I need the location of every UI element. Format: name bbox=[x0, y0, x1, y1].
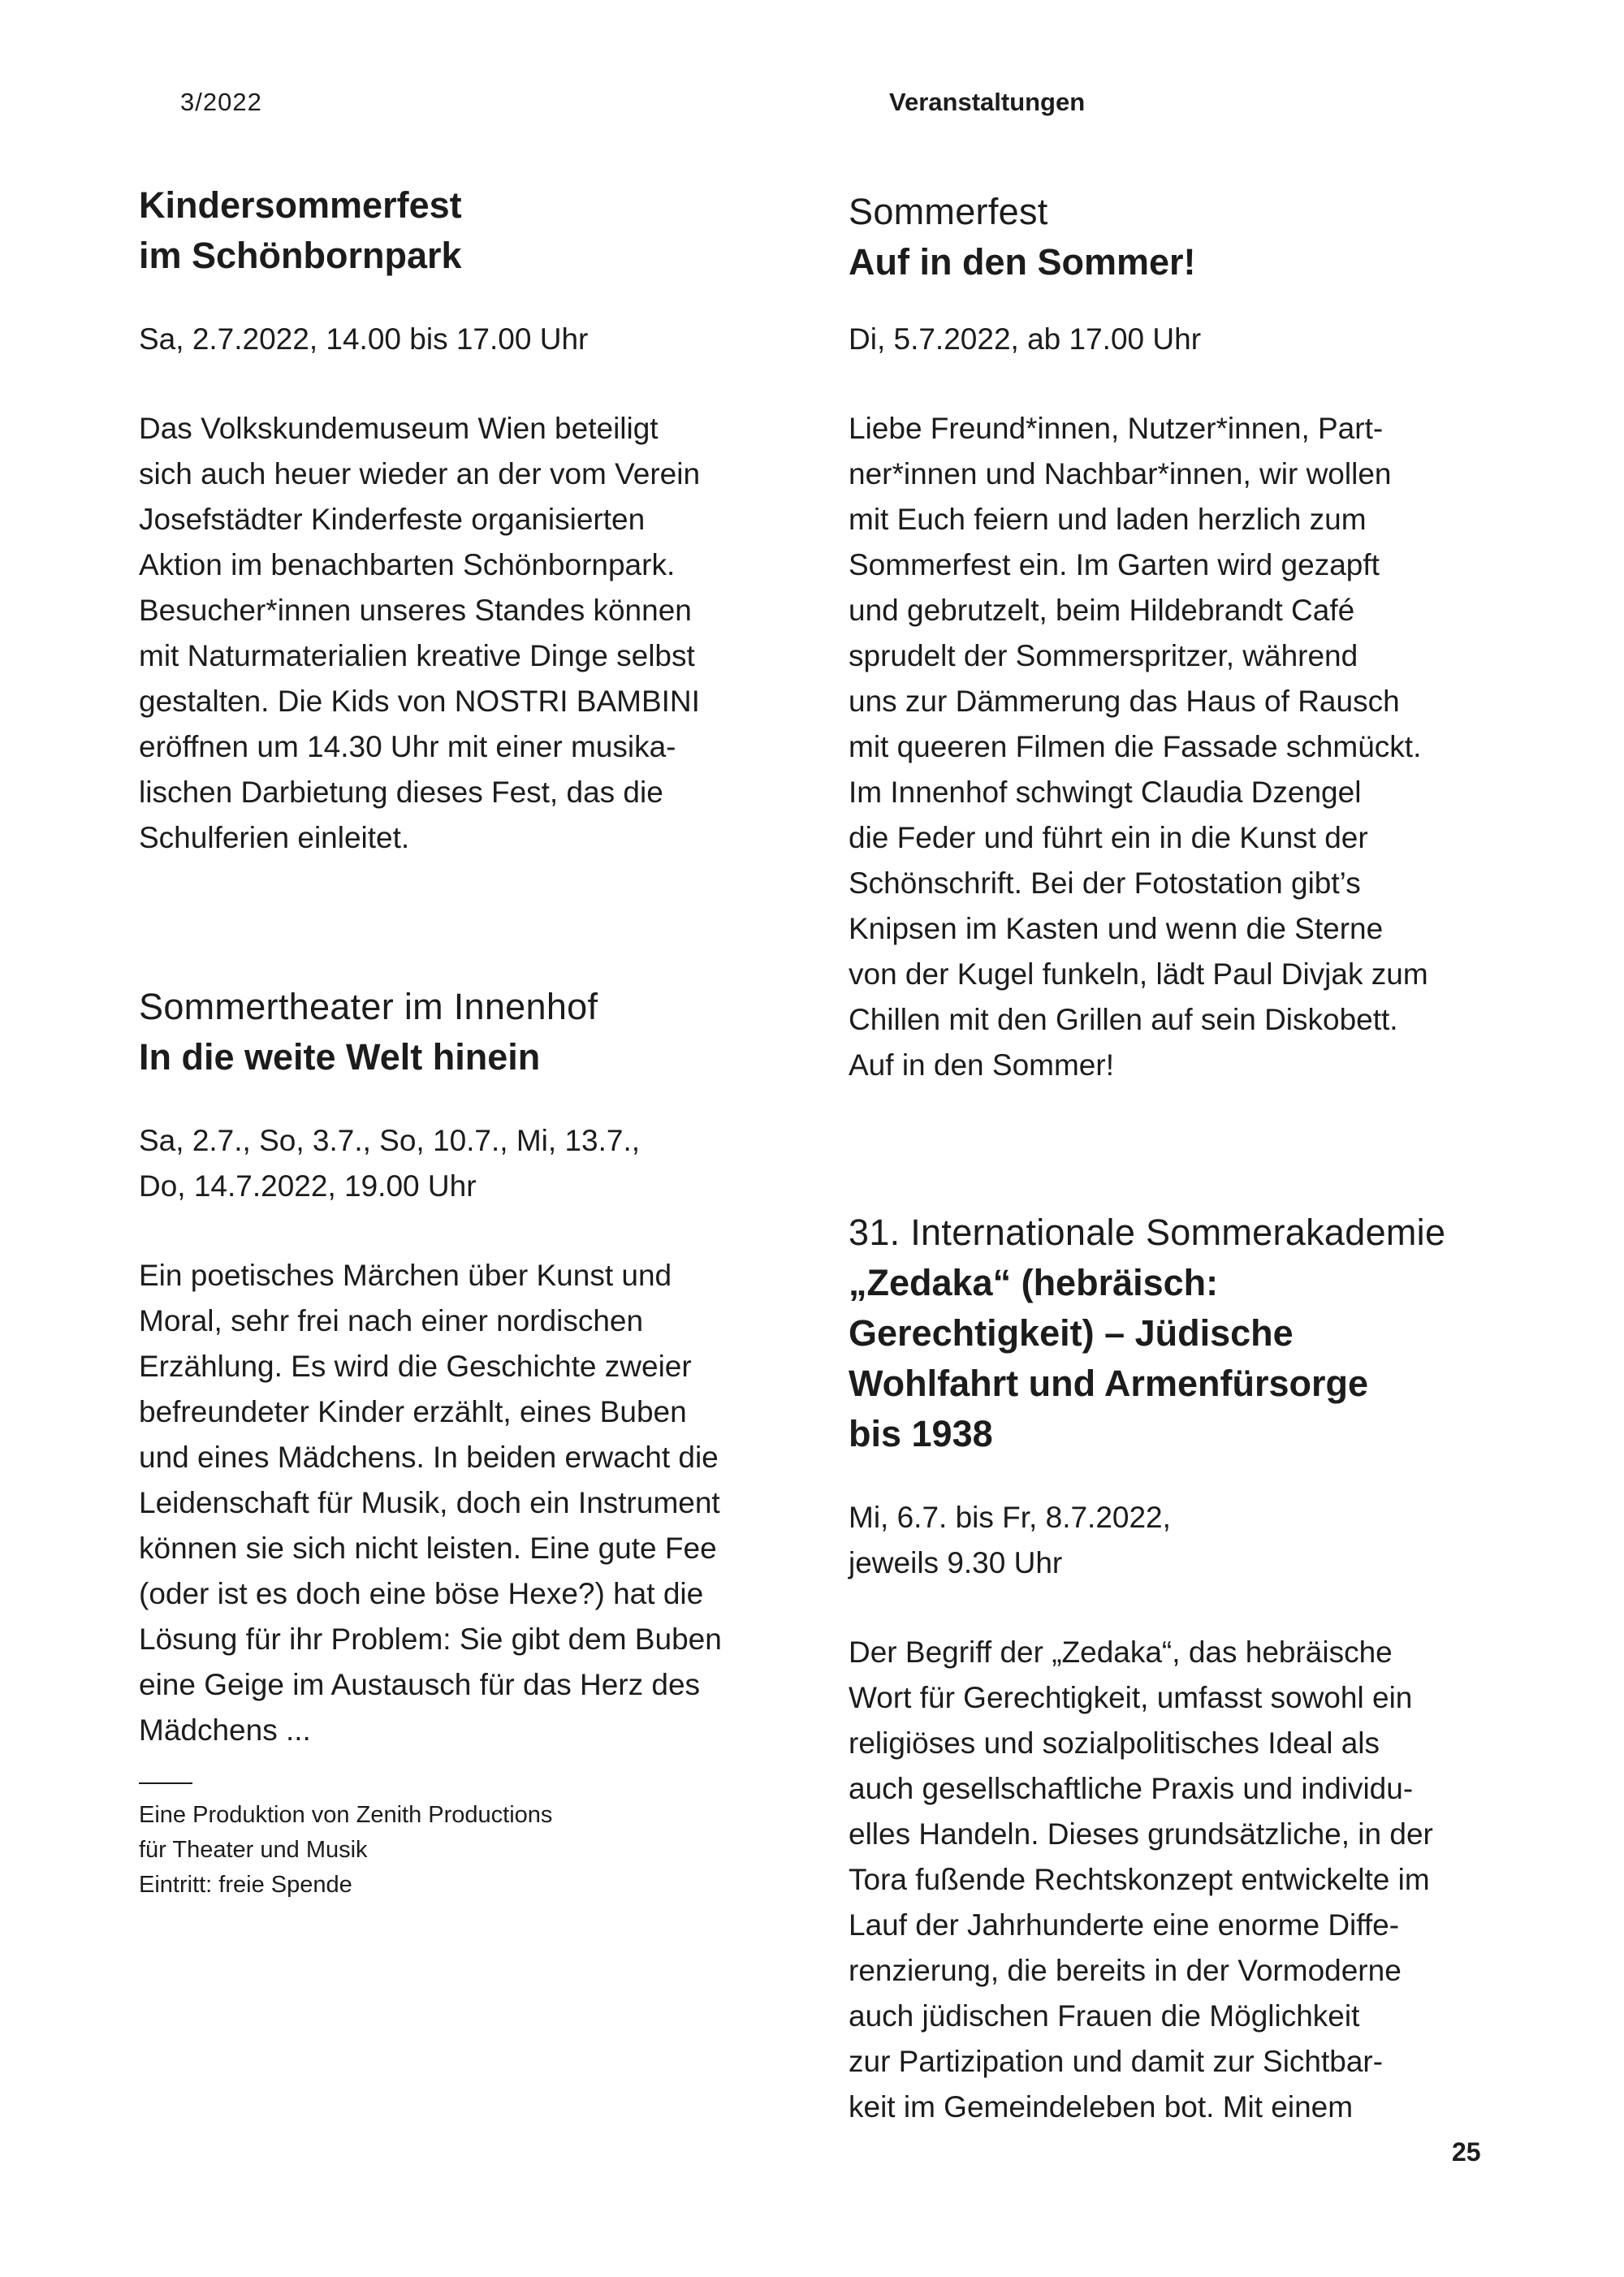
title-line: bis 1938 bbox=[849, 1413, 993, 1454]
body-line: und gebrutzelt, beim Hildebrandt Café bbox=[849, 594, 1355, 627]
footnote-divider bbox=[139, 1782, 192, 1784]
body-line: die Feder und führt ein in die Kunst der bbox=[849, 821, 1368, 854]
date-line: Di, 5.7.2022, ab 17.00 Uhr bbox=[849, 322, 1202, 356]
section-title: Veranstaltungen bbox=[889, 88, 1086, 116]
title-line: Auf in den Sommer! bbox=[849, 241, 1196, 283]
event-date bbox=[139, 1118, 837, 1209]
body-line: Lauf der Jahrhunderte eine enorme Diffe- bbox=[849, 1908, 1400, 1942]
body-line: Tora fußende Rechtskonzept entwickelte im bbox=[849, 1863, 1430, 1896]
kicker-line: 31. Internationale Sommerakademie bbox=[849, 1212, 1446, 1253]
body-line: gestalten. Die Kids von NOSTRI BAMBINI bbox=[139, 685, 700, 718]
body-line: lischen Darbietung dieses Fest, das die bbox=[139, 776, 663, 809]
event-date bbox=[139, 317, 837, 362]
body-line: Lösung für ihr Problem: Sie gibt dem Buben bbox=[139, 1622, 722, 1656]
body-line: Im Innenhof schwingt Claudia Dzengel bbox=[849, 776, 1362, 809]
body-line: Liebe Freund*innen, Nutzer*innen, Part- bbox=[849, 412, 1384, 445]
body-line: sich auch heuer wieder an der vom Verein bbox=[139, 457, 701, 490]
title-line: Gerechtigkeit) – Jüdische bbox=[849, 1312, 1294, 1354]
event-sommertheater bbox=[139, 982, 837, 1753]
event-kicker bbox=[139, 982, 837, 1032]
body-line: Das Volkskundemuseum Wien beteiligt bbox=[139, 412, 659, 445]
footnote-line: Eintritt: freie Spende bbox=[139, 1872, 352, 1898]
body-line: können sie sich nicht leisten. Eine gute Fee bbox=[139, 1532, 717, 1565]
event-description bbox=[849, 406, 1547, 1088]
title-line: „Zedaka“ (hebräisch: bbox=[849, 1262, 1219, 1303]
body-line: elles Handeln. Dieses grundsätzliche, in der bbox=[849, 1817, 1433, 1851]
body-line: Auf in den Sommer! bbox=[849, 1048, 1114, 1082]
event-description bbox=[139, 406, 837, 861]
event-date bbox=[849, 317, 1547, 362]
page-number: 25 bbox=[1452, 2137, 1481, 2167]
body-line: Besucher*innen unseres Standes können bbox=[139, 594, 692, 627]
body-line: Der Begriff der „Zedaka“, das hebräische bbox=[849, 1635, 1393, 1669]
body-line: eröffnen um 14.30 Uhr mit einer musika- bbox=[139, 730, 676, 763]
event-sommerakademie bbox=[849, 1208, 1547, 2130]
body-line: Leidenschaft für Musik, doch ein Instrument bbox=[139, 1486, 720, 1519]
body-line: von der Kugel funkeln, lädt Paul Divjak zum bbox=[849, 957, 1428, 991]
event-title bbox=[139, 1032, 837, 1082]
body-line: mit queeren Filmen die Fassade schmückt. bbox=[849, 730, 1422, 763]
date-line: Mi, 6.7. bis Fr, 8.7.2022, bbox=[849, 1501, 1171, 1534]
date-line: jeweils 9.30 Uhr bbox=[849, 1546, 1063, 1579]
event-footnote bbox=[139, 1798, 837, 1903]
event-kicker bbox=[849, 1208, 1547, 1258]
date-line: Sa, 2.7.2022, 14.00 bis 17.00 Uhr bbox=[139, 322, 589, 356]
body-line: renzierung, die bereits in der Vormoderne bbox=[849, 1954, 1402, 1987]
body-line: auch jüdischen Frauen die Möglichkeit bbox=[849, 1999, 1360, 2033]
body-line: sprudelt der Sommerspritzer, während bbox=[849, 639, 1358, 672]
body-line: Schulferien einleitet. bbox=[139, 821, 410, 854]
body-line: auch gesellschaftliche Praxis und individu- bbox=[849, 1772, 1414, 1805]
event-kindersommerfest bbox=[139, 180, 837, 861]
body-line: Moral, sehr frei nach einer nordischen bbox=[139, 1304, 644, 1337]
footnote-line: für Theater und Musik bbox=[139, 1837, 368, 1863]
event-date bbox=[849, 1495, 1547, 1586]
event-title bbox=[139, 180, 837, 281]
kicker-line: Sommerfest bbox=[849, 191, 1048, 232]
body-line: befreundeter Kinder erzählt, eines Buben bbox=[139, 1395, 687, 1428]
date-line: Do, 14.7.2022, 19.00 Uhr bbox=[139, 1169, 477, 1203]
event-sommerfest bbox=[849, 187, 1547, 1088]
footnote-line: Eine Produktion von Zenith Productions bbox=[139, 1802, 553, 1828]
body-line: religiöses und sozialpolitisches Ideal als bbox=[849, 1726, 1380, 1760]
body-line: Aktion im benachbarten Schönbornpark. bbox=[139, 548, 676, 581]
body-line: Josefstädter Kinderfeste organisierten bbox=[139, 503, 646, 536]
body-line: keit im Gemeindeleben bot. Mit einem bbox=[849, 2090, 1354, 2124]
body-line: ner*innen und Nachbar*innen, wir wollen bbox=[849, 457, 1392, 490]
kicker-line: Sommertheater im Innenhof bbox=[139, 986, 598, 1027]
body-line: Erzählung. Es wird die Geschichte zweier bbox=[139, 1350, 692, 1383]
date-line: Sa, 2.7., So, 3.7., So, 10.7., Mi, 13.7., bbox=[139, 1124, 641, 1157]
body-line: Sommerfest ein. Im Garten wird gezapft bbox=[849, 548, 1380, 581]
title-line: Wohlfahrt und Armenfürsorge bbox=[849, 1363, 1368, 1404]
body-line: eine Geige im Austausch für das Herz des bbox=[139, 1668, 701, 1701]
body-line: Chillen mit den Grillen auf sein Diskobett. bbox=[849, 1003, 1398, 1036]
body-line: Wort für Gerechtigkeit, umfasst sowohl ein bbox=[849, 1681, 1413, 1714]
title-line: Kindersommerfest bbox=[139, 184, 462, 226]
body-line: zur Partizipation und damit zur Sichtbar- bbox=[849, 2045, 1384, 2078]
body-line: uns zur Dämmerung das Haus of Rausch bbox=[849, 685, 1400, 718]
event-kicker bbox=[849, 187, 1547, 237]
event-title bbox=[849, 237, 1547, 287]
body-line: Schönschrift. Bei der Fotostation gibt’s bbox=[849, 866, 1361, 900]
event-description bbox=[849, 1630, 1547, 2130]
body-line: und eines Mädchens. In beiden erwacht die bbox=[139, 1441, 719, 1474]
body-line: mit Euch feiern und laden herzlich zum bbox=[849, 503, 1367, 536]
title-line: In die weite Welt hinein bbox=[139, 1036, 541, 1078]
body-line: Knipsen im Kasten und wenn die Sterne bbox=[849, 912, 1384, 945]
title-line: im Schönbornpark bbox=[139, 235, 462, 276]
footnote-text bbox=[139, 1798, 837, 1903]
event-title bbox=[849, 1258, 1547, 1459]
issue-number: 3/2022 bbox=[180, 88, 262, 116]
event-description bbox=[139, 1253, 837, 1753]
body-line: mit Naturmaterialien kreative Dinge selbst bbox=[139, 639, 695, 672]
body-line: (oder ist es doch eine böse Hexe?) hat die bbox=[139, 1577, 704, 1610]
body-line: Ein poetisches Märchen über Kunst und bbox=[139, 1259, 672, 1292]
body-line: Mädchens ... bbox=[139, 1713, 311, 1747]
